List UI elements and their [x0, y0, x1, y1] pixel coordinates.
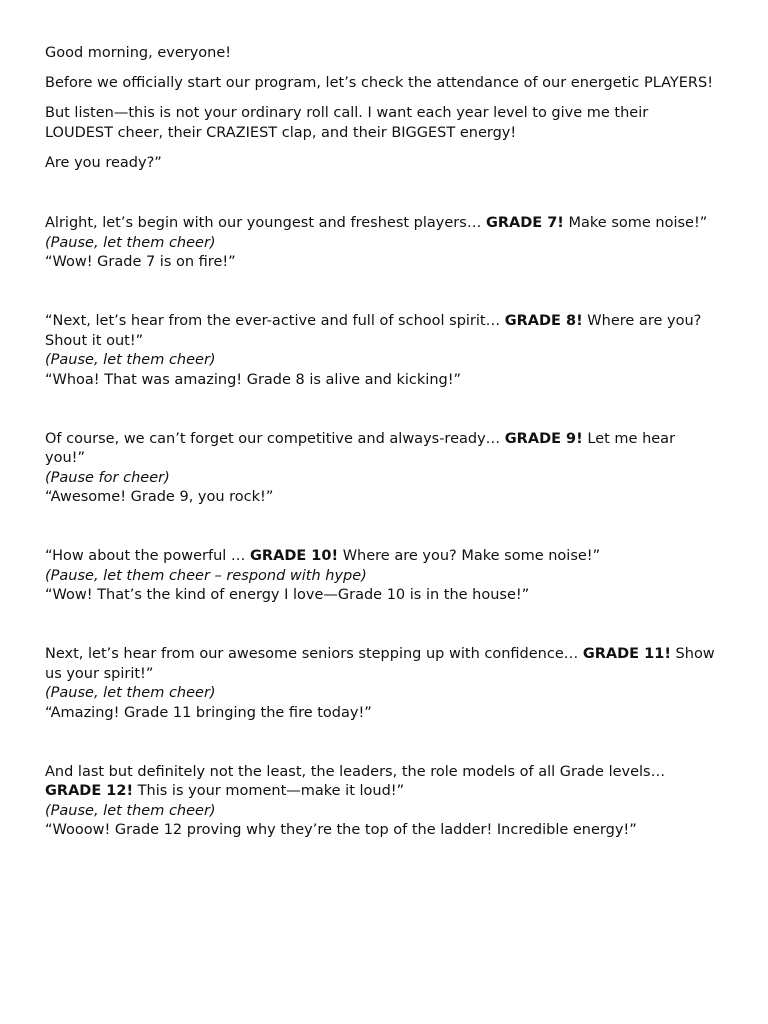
- announcement-tail: This is your moment—make it loud!”: [133, 783, 405, 799]
- response-line: “Wooow! Grade 12 proving why they’re the top of the ladder! Incredible energy!”: [45, 822, 637, 838]
- document-page: [45, 44, 715, 841]
- grade-12-section: [45, 763, 715, 841]
- response-line: “Whoa! That was amazing! Grade 8 is alive and kicking!”: [45, 371, 462, 388]
- spacer: [45, 508, 715, 548]
- announcement-line: [45, 763, 715, 802]
- announcement-lead: “How about the powerful …: [45, 548, 251, 564]
- stage-direction: (Pause, let them cheer – respond with hype): [45, 567, 367, 584]
- stage-direction: (Pause, let them cheer): [45, 802, 216, 819]
- stage-direction: (Pause, let them cheer): [45, 234, 216, 251]
- announcement-lead: “Next, let’s hear from the ever-active and full of school spirit…: [45, 313, 505, 329]
- announcement-lead: And last but definitely not the least, the leaders, the role models of all Grade levels…: [45, 763, 666, 780]
- greeting-text: Good morning, everyone!: [45, 45, 232, 61]
- announcement-lead: Next, let’s hear from our awesome seniors stepping up with confidence…: [45, 646, 583, 662]
- stage-direction: (Pause for cheer): [45, 469, 170, 486]
- grade-7-section: [45, 214, 715, 273]
- grade-label: GRADE 9!: [504, 430, 583, 447]
- announcement-line: [45, 312, 715, 351]
- response-line: “Wow! That’s the kind of energy I love—Grade 10 is in the house!”: [45, 587, 530, 603]
- grade-label: GRADE 8!: [504, 313, 583, 329]
- spacer: [45, 723, 715, 763]
- announcement-tail: Make some noise!”: [563, 215, 708, 231]
- spacer: [45, 273, 715, 313]
- ready-question: Are you ready?”: [45, 154, 162, 171]
- grade-11-section: [45, 645, 715, 723]
- grade-10-section: [45, 547, 715, 606]
- spacer: [45, 390, 715, 430]
- announcement-lead: Of course, we can’t forget our competitive and always-ready…: [45, 430, 505, 447]
- grade-label: GRADE 7!: [485, 215, 564, 231]
- announcement-line: [45, 547, 715, 567]
- response-line: “Wow! Grade 7 is on fire!”: [45, 254, 236, 270]
- grade-9-section: [45, 430, 715, 508]
- stage-direction: (Pause, let them cheer): [45, 685, 216, 701]
- announcement-tail: Show us your spirit!”: [45, 646, 715, 682]
- announcement-lead: Alright, let’s begin with our youngest and freshest players…: [45, 215, 486, 231]
- intro-block: [45, 44, 715, 173]
- grade-label: GRADE 12!: [45, 783, 134, 799]
- response-line: “Amazing! Grade 11 bringing the fire today!”: [45, 704, 372, 721]
- spacer: [45, 606, 715, 646]
- grade-8-section: [45, 312, 715, 390]
- spacer: [45, 173, 715, 214]
- announcement-tail: Where are you? Shout it out!”: [45, 313, 702, 349]
- intro-paragraph: Before we officially start our program, let’s check the attendance of our energetic PLAYERS!: [45, 75, 714, 91]
- stage-direction: (Pause, let them cheer): [45, 352, 216, 368]
- announcement-tail: Let me hear you!”: [45, 430, 676, 466]
- announcement-line: [45, 214, 715, 234]
- announcement-line: [45, 430, 715, 469]
- announcement-tail: Where are you? Make some noise!”: [338, 548, 601, 564]
- intro-paragraph: But listen—this is not your ordinary roll call. I want each year level to give me their LOUDEST cheer, their CRAZIEST clap, and their BIGGEST energy!: [45, 105, 649, 141]
- grade-label: GRADE 11!: [582, 646, 671, 662]
- grade-label: GRADE 10!: [250, 548, 339, 564]
- announcement-line: [45, 645, 715, 684]
- response-line: “Awesome! Grade 9, you rock!”: [45, 489, 274, 505]
